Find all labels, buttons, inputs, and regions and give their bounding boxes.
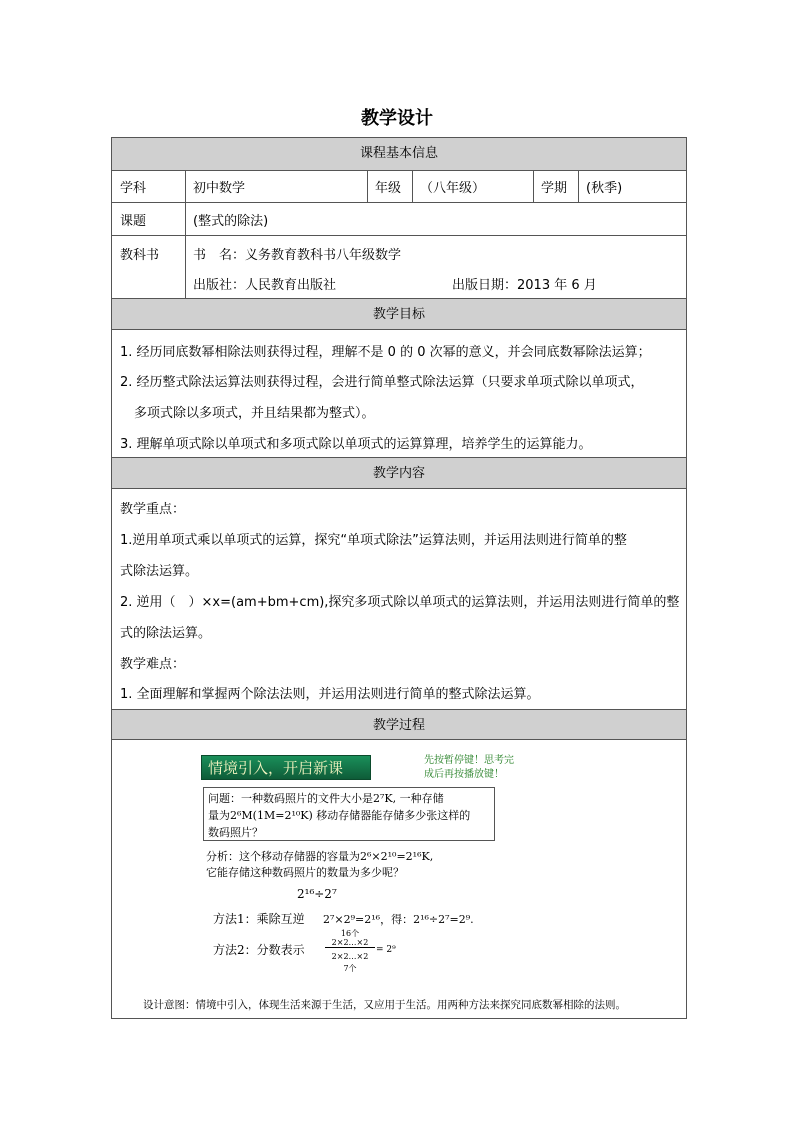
grade-value: （八年级） xyxy=(420,181,486,196)
division-expression: 2¹⁶÷2⁷ xyxy=(297,887,337,901)
fraction-bottom-count: 7个 xyxy=(343,964,357,973)
objective-item: 多项式除以多项式，并且结果都为整式）。 xyxy=(134,406,375,421)
objectives-header xyxy=(112,299,686,330)
question-box xyxy=(203,787,495,841)
publish-date: 出版日期：2013 年 6 月 xyxy=(452,278,597,293)
textbook-row xyxy=(112,236,686,299)
basic-info-header-text: 课程基本信息 xyxy=(359,146,438,161)
objectives-header-text: 教学目标 xyxy=(372,307,425,322)
fraction-top-count: 16个 xyxy=(340,929,360,938)
content-line: 2. 逆用（ ）×x=(am+bm+cm),探究多项式除以单项式的运算法则，并运用法则进行简单的整 xyxy=(120,595,680,610)
method2-label: 方法2：分数表示 xyxy=(213,943,305,957)
design-note: 设计意图：情境中引入，体现生活来源于生活，又应用于生活。用两种方法来探究同底数幂相除的法则。 xyxy=(143,999,626,1011)
pause-hint xyxy=(424,754,514,782)
fraction-numerator: 2×2…×2 xyxy=(325,938,375,948)
textbook-label: 教科书 xyxy=(120,248,160,263)
slide-banner: 情境引入，开启新课 xyxy=(201,755,371,780)
fraction-result: = 2⁹ xyxy=(376,945,396,955)
content-line: 1. 全面理解和掌握两个除法法则，并运用法则进行简单的整式除法运算。 xyxy=(120,687,540,702)
pause-hint-line: 成后再按播放键！ xyxy=(424,769,504,780)
content-header-text: 教学内容 xyxy=(372,466,425,481)
process-header xyxy=(112,710,686,740)
content-header xyxy=(112,458,686,489)
objective-item: 2. 经历整式除法运算法则获得过程，会进行简单整式除法运算（只要求单项式除以单项式， xyxy=(120,375,644,390)
question-line: 量为2⁶M(1M=2¹⁰K) 移动存储器能存储多少张这样的 xyxy=(208,809,471,822)
term-label: 学期 xyxy=(541,181,568,196)
subject-value: 初中数学 xyxy=(193,181,246,196)
question-line: 问题：一种数码照片的文件大小是2⁷K, 一种存储 xyxy=(208,792,444,805)
term-value: (秋季) xyxy=(586,181,623,196)
page-title: 教学设计 xyxy=(361,108,433,129)
fraction-denominator: 2×2…×2 xyxy=(331,952,369,961)
process-body xyxy=(112,740,686,1018)
content-line: 式除法运算。 xyxy=(120,564,199,579)
process-header-text: 教学过程 xyxy=(372,718,425,733)
method1-label: 方法1：乘除互逆 xyxy=(213,912,305,926)
content-line: 1.逆用单项式乘以单项式的运算，探究“单项式除法”运算法则，并运用法则进行简单的整 xyxy=(120,533,627,548)
content-line: 教学难点： xyxy=(120,657,186,672)
method1-formula: 2⁷×2⁹=2¹⁶，得：2¹⁶÷2⁷=2⁹. xyxy=(323,913,474,926)
content-body xyxy=(112,489,686,710)
question-line: 数码照片？ xyxy=(208,826,263,839)
publisher: 出版社：人民教育出版社 xyxy=(193,278,337,293)
objective-item: 1. 经历同底数幂相除法则获得过程，理解不是 0 的 0 次幂的意义，并会同底数幂除法运算； xyxy=(120,345,651,360)
objectives-body xyxy=(112,330,686,458)
book-name: 书 名：义务教育教科书八年级数学 xyxy=(193,248,402,263)
analysis-line: 分析：这个移动存储器的容量为2⁶×2¹⁰=2¹⁶K, xyxy=(206,850,434,863)
lesson-plan-table xyxy=(111,137,687,1019)
objective-item: 3. 理解单项式除以单项式和多项式除以单项式的运算算理，培养学生的运算能力。 xyxy=(120,437,592,452)
topic-label: 课题 xyxy=(120,213,147,229)
content-line: 式的除法运算。 xyxy=(120,626,212,641)
pause-hint-line: 先按暂停键！思考完 xyxy=(424,755,514,766)
topic-value: (整式的除法) xyxy=(193,213,269,229)
grade-label: 年级 xyxy=(375,181,402,196)
analysis-line: 它能存储这种数码照片的数量为多少呢？ xyxy=(206,866,404,879)
subject-row xyxy=(112,171,686,203)
topic-row xyxy=(112,203,686,236)
intro-slide xyxy=(112,740,686,1020)
content-line: 教学重点： xyxy=(120,502,186,517)
subject-label: 学科 xyxy=(120,181,147,196)
basic-info-header xyxy=(112,138,686,171)
